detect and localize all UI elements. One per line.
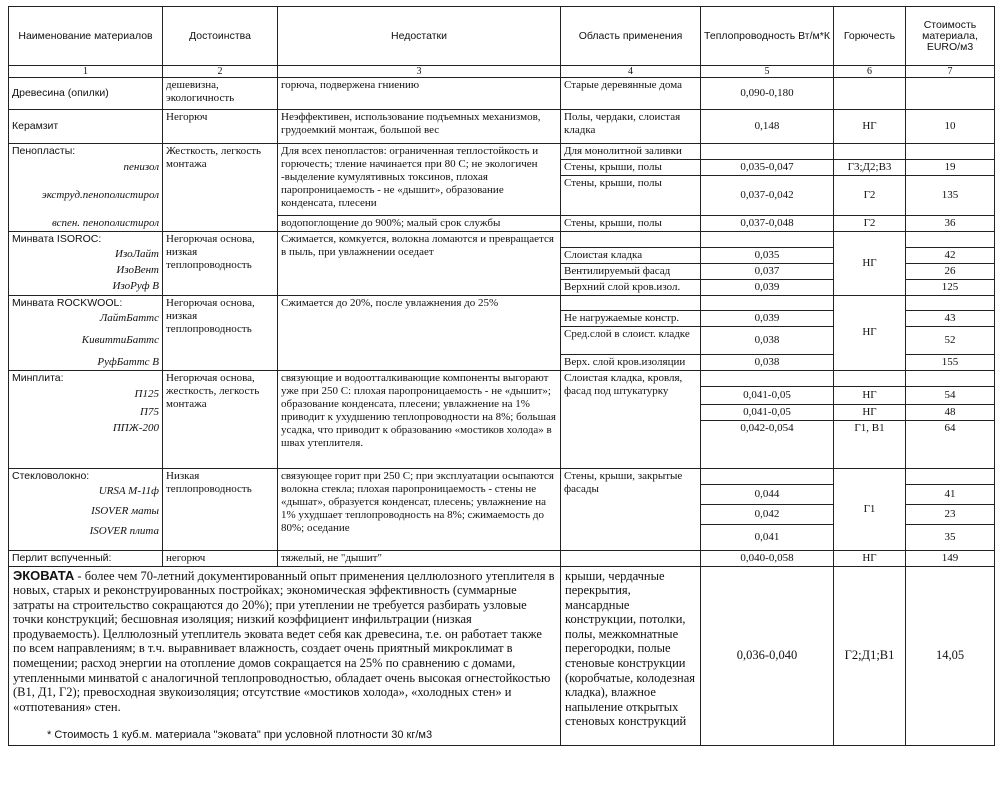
conductivity-cell: 0,090-0,180: [701, 78, 834, 110]
cost-cell: 26: [906, 263, 995, 279]
advantages-cell: Негорючая основа, низкая теплопроводность: [163, 295, 278, 371]
material-subname: вспен. пенополистирол: [51, 216, 159, 229]
cost-cell: [906, 78, 995, 110]
column-number: 2: [163, 66, 278, 78]
material-subname-cell: [9, 216, 163, 232]
area-cell: Полы, чердаки, слоистая кладка: [561, 110, 701, 144]
cost-cell: 41: [906, 484, 995, 504]
material-subname: ИзоЛайт: [115, 248, 159, 260]
conductivity-cell: 0,038: [701, 327, 834, 355]
area-cell: Верх. слой кров.изоляции: [561, 355, 701, 371]
material-subname: РуфБаттс В: [97, 355, 159, 368]
material-subname: КивиттиБаттс: [81, 334, 159, 346]
material-subname-cell: [9, 311, 163, 327]
disadvantages-cell: Неэффективен, использование подъемных механизмов, грудоемкий монтаж, большой вес: [278, 110, 561, 144]
flammability-cell: НГ: [834, 387, 906, 405]
disadvantages-cell: связующие и водоотталкивающие компоненты выгорают уже при 250 С: плохая паропроницаемость - не «дышит»; образование конденсата, плесени; увлажнение на 1% приводит к ухудшению теплопроводности на 8%; большая усадка, что приводит к образованию «мостиков холода» в швах утеплителя.: [278, 371, 561, 469]
material-subname-cell: [9, 279, 163, 295]
area-cell: [561, 232, 701, 248]
flammability-cell: НГ: [834, 550, 906, 566]
cost-cell: 23: [906, 504, 995, 524]
area-cell: Вентилируемый фасад: [561, 263, 701, 279]
column-number: 5: [701, 66, 834, 78]
area-cell: Для монолитной заливки: [561, 144, 701, 160]
header-cost: Стоимость материала, EURO/м3: [906, 7, 995, 66]
material-subname-cell: [9, 421, 163, 469]
flammability-cell: НГ: [834, 405, 906, 421]
table-row: [9, 144, 995, 160]
cost-cell: 14,05: [906, 566, 995, 746]
conductivity-cell: 0,041-0,05: [701, 387, 834, 405]
conductivity-cell: [701, 295, 834, 311]
cost-cell: 52: [906, 327, 995, 355]
table-row: [9, 216, 995, 232]
column-number: 1: [9, 66, 163, 78]
advantages-cell: дешевизна, экологичность: [163, 78, 278, 110]
material-name: Перлит вспученный:: [9, 550, 163, 566]
flammability-cell: НГ: [834, 232, 906, 296]
area-cell: Верхний слой кров.изол.: [561, 279, 701, 295]
cost-cell: 43: [906, 311, 995, 327]
conductivity-cell: 0,041-0,05: [701, 405, 834, 421]
conductivity-cell: [701, 144, 834, 160]
material-group-name: Стекловолокно:: [9, 469, 163, 485]
material-subname-cell: [9, 504, 163, 524]
flammability-cell: Г1: [834, 469, 906, 551]
material-subname: ISOVER плита: [89, 525, 159, 537]
disadvantages-cell: связующее горит при 250 С; при эксплуатации осыпаются волокна стекла; плохая паропроницаемость - стены не «дышат», образуется конденсат, плесень; увлажнение на 1% ухудшает теплопроводность на 8%; сжимаемость до 80%; оседание: [278, 469, 561, 551]
material-subname-cell: [9, 484, 163, 504]
area-cell: [561, 295, 701, 311]
conductivity-cell: 0,036-0,040: [701, 566, 834, 746]
disadvantages-cell: Для всех пенопластов: ограниченная теплостойкость и горючесть; тление начинается при 80 С; не экологичен -выделение кумулятивных токсинов, плохая паропроницаемость - не «дышит», образование конденсата, плесени: [278, 144, 561, 216]
material-subname-cell: [9, 176, 163, 216]
flammability-cell: НГ: [834, 295, 906, 371]
area-cell: Слоистая кладка, кровля, фасад под штукатурку: [561, 371, 701, 469]
cost-cell: 54: [906, 387, 995, 405]
conductivity-cell: 0,038: [701, 355, 834, 371]
material-subname-cell: [9, 247, 163, 263]
conductivity-cell: 0,039: [701, 279, 834, 295]
advantages-cell: Низкая теплопроводность: [163, 469, 278, 551]
material-subname: экструд.пенополистирол: [41, 189, 159, 201]
material-subname: ИзоРуф В: [112, 280, 159, 292]
flammability-cell: Г1, В1: [834, 421, 906, 469]
table-row: [9, 295, 995, 311]
flammability-cell: НГ: [834, 110, 906, 144]
column-number: 7: [906, 66, 995, 78]
area-cell: Сред.слой в слоист. кладке: [561, 327, 701, 355]
flammability-cell: [834, 144, 906, 160]
flammability-cell: Г3;Д2;В3: [834, 160, 906, 176]
conductivity-cell: 0,042: [701, 504, 834, 524]
cost-cell: 10: [906, 110, 995, 144]
material-subname-cell: [9, 160, 163, 176]
header-area: Область применения: [561, 7, 701, 66]
area-cell: Не нагружаемые констр.: [561, 311, 701, 327]
insulation-materials-table: [8, 6, 995, 746]
ekovata-description: - более чем 70-летний документированный опыт применения целлюлозного утеплителя в новых, старых и реконструированных постройках; экономическая эффективность (суммарные затраты на строительство сокращаются до 20%); при утеплении не требуется разбирать узловые точки конструкций; бесшовная изоляция; низкий коэффициент инфильтрации (низкая продуваемость). Целлюлозный утеплитель эковата ведет себя как древесина, т.е. он работает также по всем направлениям; в т.ч. выравнивает влажность, создает очень приятный микроклимат в помещении; расход энергии на отопление домов сокращается на 25% по сравнению с домами, утепленными минватой с аналогичной теплопроводностью, обладает очень высокая огнестойкостью (В1, Д1, Г2); превосходная звукоизоляция; отсутствие «мостиков холода», «холодных стен» и «отпотевания» стен.: [13, 568, 555, 714]
table-row: [9, 550, 995, 566]
conductivity-cell: [701, 232, 834, 248]
material-subname: URSA М-11ф: [98, 485, 159, 497]
disadvantages-cell: Сжимается до 20%, после увлажнения до 25%: [278, 295, 561, 371]
advantages-cell: Негорючая основа, низкая теплопроводность: [163, 232, 278, 296]
flammability-cell: [834, 371, 906, 387]
materials-comparison-sheet: [8, 6, 994, 746]
material-subname-cell: [9, 327, 163, 355]
flammability-cell: Г2: [834, 216, 906, 232]
disadvantages-cell: тяжелый, не "дышит": [278, 550, 561, 566]
conductivity-cell: 0,039: [701, 311, 834, 327]
conductivity-cell: 0,040-0,058: [701, 550, 834, 566]
cost-cell: [906, 371, 995, 387]
area-cell: [561, 550, 701, 566]
material-name: Керамзит: [9, 110, 163, 144]
cost-cell: [906, 469, 995, 485]
cost-cell: 36: [906, 216, 995, 232]
advantages-cell: Жесткость, легкость монтажа: [163, 144, 278, 232]
material-name: Древесина (опилки): [9, 78, 163, 110]
cost-cell: [906, 144, 995, 160]
header-row: [9, 7, 995, 66]
conductivity-cell: 0,044: [701, 484, 834, 504]
cost-cell: 135: [906, 176, 995, 216]
flammability-cell: Г2;Д1;В1: [834, 566, 906, 746]
cost-cell: 155: [906, 355, 995, 371]
material-subname: ППЖ-200: [112, 421, 159, 434]
table-row: [9, 78, 995, 110]
area-cell: Стены, крыши, полы: [561, 160, 701, 176]
conductivity-cell: 0,035-0,047: [701, 160, 834, 176]
disadvantages-cell: Сжимается, комкуется, волокна ломаются и превращается в пыль, при увлажнении оседает: [278, 232, 561, 296]
header-conductivity: Теплопроводность Вт/м*К: [701, 7, 834, 66]
material-subname: ИзоВент: [116, 264, 159, 276]
cost-cell: 35: [906, 524, 995, 550]
conductivity-cell: 0,035: [701, 247, 834, 263]
advantages-cell: Негорюч: [163, 110, 278, 144]
cost-cell: 125: [906, 279, 995, 295]
ekovata-name: ЭКОВАТА: [13, 567, 75, 583]
material-subname-cell: [9, 263, 163, 279]
area-cell: Стены, крыши, полы: [561, 216, 701, 232]
column-number: 6: [834, 66, 906, 78]
material-group-name: Минвата ROCKWOOL:: [9, 295, 163, 311]
header-advantages: Достоинства: [163, 7, 278, 66]
material-group-name: Минплита:: [9, 371, 163, 387]
area-cell: крыши, чердачные перекрытия, мансардные конструкции, потолки, полы, межкомнатные перегородки, полые стеновые конструкции (коробчатые, колодезная кладка), влажное напыление открытых стеновых конструкций: [561, 566, 701, 746]
table-row: [9, 232, 995, 248]
table-row: [9, 469, 995, 485]
cost-cell: 48: [906, 405, 995, 421]
material-subname-cell: [9, 355, 163, 371]
area-cell: Стены, крыши, закрытые фасады: [561, 469, 701, 551]
flammability-cell: [834, 78, 906, 110]
column-number-row: [9, 66, 995, 78]
area-cell: Стены, крыши, полы: [561, 176, 701, 216]
conductivity-cell: 0,037-0,048: [701, 216, 834, 232]
conductivity-cell: 0,148: [701, 110, 834, 144]
conductivity-cell: [701, 469, 834, 485]
material-group-name: Пенопласты:: [9, 144, 163, 160]
advantages-cell: негорюч: [163, 550, 278, 566]
material-subname: П75: [140, 405, 159, 418]
cost-cell: 42: [906, 247, 995, 263]
material-group-name: Минвата ISOROC:: [9, 232, 163, 248]
material-subname-cell: [9, 387, 163, 405]
cost-cell: 149: [906, 550, 995, 566]
disadvantages-cell: горюча, подвержена гниению: [278, 78, 561, 110]
flammability-cell: Г2: [834, 176, 906, 216]
header-flammability: Горючесть: [834, 7, 906, 66]
column-number: 3: [278, 66, 561, 78]
table-row: [9, 371, 995, 387]
cost-cell: 19: [906, 160, 995, 176]
ekovata-footnote: * Стоимость 1 куб.м. материала "эковата" при условной плотности 30 кг/м3: [47, 729, 433, 742]
column-number: 4: [561, 66, 701, 78]
conductivity-cell: [701, 371, 834, 387]
table-row: [9, 110, 995, 144]
header-name: Наименование материалов: [9, 7, 163, 66]
header-disadvantages: Недостатки: [278, 7, 561, 66]
cost-cell: 64: [906, 421, 995, 469]
conductivity-cell: 0,037-0,042: [701, 176, 834, 216]
material-subname: пенизол: [123, 160, 159, 173]
cost-cell: [906, 295, 995, 311]
cost-cell: [906, 232, 995, 248]
disadvantages-cell: водопоглощение до 900%; малый срок службы: [278, 216, 561, 232]
area-cell: Старые деревянные дома: [561, 78, 701, 110]
material-subname-cell: [9, 405, 163, 421]
area-cell: Слоистая кладка: [561, 247, 701, 263]
table-row: [9, 566, 995, 746]
material-subname-cell: [9, 524, 163, 550]
conductivity-cell: 0,037: [701, 263, 834, 279]
material-subname: ISOVER маты: [91, 505, 159, 517]
material-subname: П125: [134, 387, 159, 400]
material-subname: ЛайтБаттс: [99, 311, 159, 324]
ekovata-description-cell: [9, 566, 561, 746]
conductivity-cell: 0,042-0,054: [701, 421, 834, 469]
conductivity-cell: 0,041: [701, 524, 834, 550]
advantages-cell: Негорючая основа, жесткость, легкость монтажа: [163, 371, 278, 469]
